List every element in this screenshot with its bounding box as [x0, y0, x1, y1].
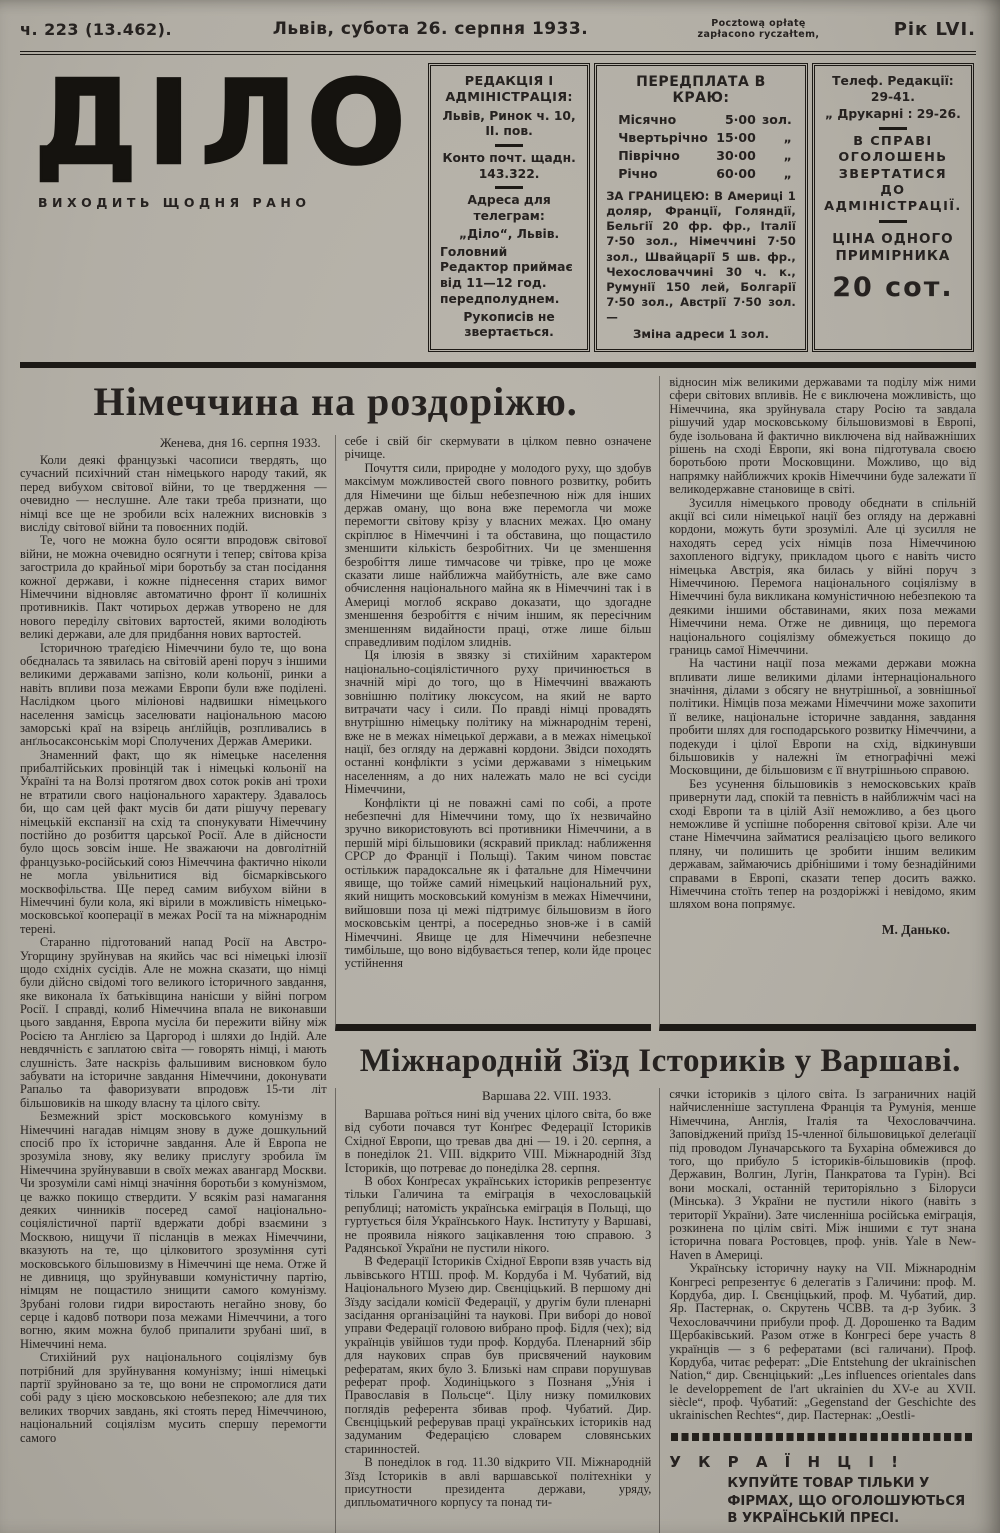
edition-date: Львів, субота 26. серпня 1933. — [272, 19, 589, 40]
mini-rule — [495, 186, 523, 189]
subscription-abroad: ЗА ГРАНИЦЕЮ: В Америці 1 доляр, Франції, Голяндії, Бельгії 20 фр. фр., Італії 7·50 зол., Німеччині 7·50 зол., Швайцарії 5 шв. фр., Чехословаччині 30 ч. к., Румунії 150 лей, Болгарії 7·50 зол., Австрії 7·50 зол.— — [606, 189, 796, 324]
paragraph: Адреса для телеграм: — [467, 193, 551, 224]
paragraph: Телеф. Редакції: 29-41. — [832, 73, 954, 104]
subscription-title: ПЕРЕДПЛАТА В КРАЮ: — [636, 73, 766, 106]
article1-column-3-text — [669, 376, 976, 912]
paragraph: Історичною траґедією Німеччини було те, що вона обєдналась та зявилась на світовій арені поруч з іншими великими державами запізно, коли кольонії, ринки а навіть впливи поза межами Европи були вже поділені. Наслідком цього міліонові надвишки німецького населення замісць заселювати національною масою заморські краї на взірець анґлійців, розпливались в анґльосаксонськім морі Сполучених Держав Америки. — [20, 640, 327, 749]
ad-body: КУПУЙТЕ ТОВАР ТІЛЬКИ У ФІРМАХ, ЩО ОГОЛОШУЮТЬСЯ В УКРАЇНСЬКІЙ ПРЕСІ. — [727, 1475, 966, 1527]
paragraph: Те, чого не можна було осягти впродовж світової війни, не можна очевидно осягнути і тепер; світова кріза загострила до крайньої міри боротьбу за стан посідання кожної держави, і кожне піднесення старих вимог Німеччини відновляє автоматично фронт її колишніх противників. Пакт чотирьох держав утворено не для нового переділу світових вартостей, якими володіють великі держави, але для придбання нових вартостей. — [20, 533, 327, 642]
paragraph: Конфлікти ці не поважні самі по собі, а проте небезпечні для Німеччини тому, що їх незвичайно зручно використовують всі противники Німеччини, а в першій мірі більшовики (яскравий приклад: наближення СРСР до Франції і Польщі). Таким чином повстає остількиж парадоксальне як і фатальне для Німеччини явище, що тойже самий німецький національний рух, який нищить московський комунізм в межах Німеччини, вийшовши поза ці межі підтримує більшовизм в його московськім центрі, а посередньо знов-же і в самій Німеччині. Явище це для Німеччини небезпечне тимбільше, що воно відбувається тепер, коли йде процес устійнення — [344, 795, 652, 971]
rate-row: Піврічно 30·00 „ — [618, 148, 792, 164]
article2-column-2-text — [669, 1088, 976, 1423]
paragraph: сячки істориків з цілого світа. Із заграничних націй найчисленніше заступлена Франція та Румунія, менше Німеччина, Англія, Італія та Чехословаччина. Заповіджений приїзд 15-членної більшовицької делеґації під проводом Луначарського та Бухаріна обмежився до того, що прибуло 5 істориків-більшовиків (проф. Державин, Волгин, Лугін, Панкратова та Гурін). Всі вони москалі, останній територіяльно з Білоруси (Мінська). З України не пустили нікого (навіть з території України). Зате численніша російська еміграція, розкинена по цілім світі. Між іншими є тут знана історична повага Ростовцев, проф. унів. Yale в New-Haven в Америці. — [669, 1088, 976, 1262]
paragraph: В Федерації Істориків Східної Европи взяв участь від львівського НТШ. проф. М. Кордуба і М. Чубатий, від Національного Музею дир. Свєнціцький. В першому дні Зїзду засідали комісії Федерації, у другім були пленарні засідання організаційні та наукові. При виборі до нової управи Федерації головою вибрано проф. Бідля (чех); від українців увійшов туди проф. Кордуба. Пленарний збір для наукових справ був присвячений науковим рефератам, яких було 3. Близькі нам справи порушував реферат проф. Ходиніцького з Познаня „Унія і Православія в Польсце“. Цілу низку помилкових поглядів референта збивав проф. Чубатий. Дир. Свєнціцький реферував праці українських істориків над задуманим Федерацією словарем словянських старинностей. — [344, 1254, 652, 1456]
paragraph: Українську історичну науку на VII. Міжнароднім Конгресі репрезентує 6 делегатів з Галичини: проф. М. Кордуба, дир. І. Свєнціцький, проф. М. Чубатий, дир. Яр. Пастернак, о. Скрутень ЧСВВ. та д-р Зубик. З Чехословаччини прибули проф. Д. Дорошенко та Вадим Щербаківський. Разом отже в Конгресі бере участь 8 українців — з 6 рефератами (всі галичани). Проф. Кордуба, читає реферат: „Die Entstehung der ukrainischen Nation,“ дир. Свєнціцький: „Les influences orientales dans le developpement de l'art ukrainien du XV-e au XVII. siècle“, проф. Чубатий: „Gegenstand der Geschichte des ukrainischen Rechtes“, дир. Пастернак: „Oestli- — [669, 1261, 976, 1423]
paragraph: Рукописів не звертається. — [463, 309, 555, 340]
article1-title: Німеччина на роздоріжю. — [93, 379, 578, 425]
subscription-box — [594, 63, 808, 352]
article2-column-2 — [659, 1088, 976, 1533]
paragraph: Львів, Ринок ч. 10, ІІ. пов. — [442, 108, 576, 139]
ad-heading: У К Р А Ї Н Ц І ! — [669, 1452, 905, 1471]
paragraph: Коли деякі французькі часописи твердять, що сучасний психічний стан німецького народу такий, як перед вибухом світової війни, то це твердження — очевидно — неслушне. Але таки треба признати, що німці все ще не зробили всіх належних висновків з висліду світової війни та повоєнних подій. — [20, 453, 327, 535]
paragraph: В СПРАВІ ОГОЛОШЕНЬ ЗВЕРТАТИСЯ ДО АДМІНІСТРАЦІЇ. — [824, 133, 962, 215]
rate-row: Місячно 5·00 зол. — [618, 111, 792, 127]
paragraph: „Діло“, Львів. — [459, 226, 560, 241]
postal-line-1: Pocztową opłatę — [711, 18, 806, 29]
article1-author-signature: М. Данько. — [881, 921, 950, 937]
subscription-rates — [606, 111, 796, 184]
paragraph: В понеділок в год. 11.30 відкрито VII. Міжнародній Зїзд Істориків в авлі варшавської політехніки у присутности президента держави, уряду, дипльоматичного корпусу та понад ти- — [344, 1455, 652, 1510]
top-header — [20, 18, 976, 41]
paragraph: Старанно підготований напад Росії на Австро-Угорщину зруйнував на якийсь час всі німецькі ілюзії щодо східніх сусідів. Але не можна сказати, що німці були дійсно свідомі того великого історичного завдання, яке виконала їх батьківщина нанісши у війні погром Росії. І справді, колиб Німеччина впала не виконавши цього завдання, Европа мусіла би пережити війну між Росією та Англією за Царгород і шляхи до Індій. Але невдячність є заплатою світа — говорять німці, і мають слушність. Зате наскрізь фальшивим висновком було забувати на історичне завдання Німеччини, доконувати Рапальо та фаворизувати впродовж 15-ти літ більшовиків на шкоду власну та цілого світу. — [20, 935, 327, 1110]
article2-column-1-text — [345, 1108, 652, 1510]
volume-year: Рік LVI. — [893, 18, 976, 40]
paragraph: Знаменний факт, що як німецьке населення прибалтійських провінцій так і німецькі кольонії на Україні та на Волзі протягом двох соток років ані трохи не втратили свого національного характеру. Здавалось би, що сам цей факт мусів би дати рішучу перевагу німецькій експанзії на схід та спонукувати Німеччину постійно до розбиття царської Росії. Але в дійсности було щось зовсім інше. Не зважаючи на довголітній французько-російський союз Німеччина фактично ніколи не могла увільнитися від бісмарківського москвофільства. Ще перед самим вибухом війни в Німеччині були кола, які вірили в можливість німецько-московської кооперації в межах Росії та на міжнароднім терені. — [20, 747, 327, 936]
paragraph: Без усунення більшовиків з немосковських країв привернути лад, спокій та певність в найближчім часі на сході Европи та в цілій Азії неможливо, а без цього неможливе й успішне поборення світової крізи. Але чи стане Німеччина займатися реалізацією цього великого пляну, чи полишить це зробити іншим великим державам, займаючись дрібнішими і тому безнадійними справами в Европі, сказати тепер досить важко. Німеччина стоїть тепер на роздоріжжі і невідомо, яким шляхом вона попрямує. — [669, 776, 976, 912]
paragraph: Стихійний рух національного соціялізму був потрібний для зруйнування комунізму; інші німецькі партії зруйновано за те, що вони не спромоглися дати собі раду з цією московською небезпекою; але для тих великих творчих завдань, які стоять перед Німеччиною, національний соціялізм мусить спершу перемогти самого — [20, 1350, 327, 1445]
article1-dateline: Женева, дня 16. серпня 1933. — [160, 435, 321, 451]
office-address-box — [428, 63, 590, 352]
paragraph: „ Друкарні : 29-26. — [825, 107, 961, 122]
masthead — [20, 51, 976, 368]
paragraph: РЕДАКЦІЯ І АДМІНІСТРАЦІЯ: — [445, 73, 573, 106]
article2-title: Міжнародній Зїзд Істориків у Варшаві. — [359, 1043, 961, 1080]
diamond-rule-top — [671, 1433, 974, 1441]
address-change-note: Зміна адреси 1 зол. — [633, 326, 769, 341]
article1-column-2 — [335, 435, 652, 1031]
mini-rule — [879, 220, 907, 223]
issue-number: ч. 223 (13.462). — [20, 19, 173, 39]
mini-rule — [495, 144, 523, 147]
paragraph: відносин між великими державами та поділу між ними сфери світових впливів. Не є виключена можливість, що Німеччина, яка зруйнувала стару Росію та завдала рішучий удар московському більшовизмові в Европі, буде ізольована й фактично виключена від найважніших рішень на сході Европи, які вона підготувала своєю боротьбою проти Московщини. Можливо, що від напрямку найближчих кроків Німеччини буде залежати її великодержавне становище в світі. — [669, 376, 976, 497]
article1-column-3 — [659, 376, 976, 1031]
newspaper-logo: ДІЛО — [34, 55, 416, 191]
article1-column-1-text — [20, 454, 327, 1445]
page-body — [20, 376, 976, 1533]
paragraph: себе і свій біг скермувати в цілком певно означене річище. — [344, 435, 652, 462]
logo-block — [22, 55, 424, 352]
paragraph: ЦІНА ОДНОГО ПРИМІРНИКА — [832, 230, 954, 265]
paragraph: В обох Конґресах українських істориків репрезентує тільки Галичина та еміграція в чехословацькій републиці; натомість українська еміграція в Польщі, що гуртується біля Українського Наук. Інституту у Варшаві, не проявила ніякого зацікавлення тою справою. З Радянської України не пустили нікого. — [344, 1174, 652, 1255]
paragraph: Почуття сили, природне у молодого руху, що здобув максімум можливостей свого повного розвитку, робить для Німечини ще більш небезпечною ніж для інших держав оману, що вона вже перемогла чи може перемогти світову крізу у власних межах. Цю оману скріплює в Німеччині і та обставина, що пощастило зменшити кількість безробітних. Чи це зменшення безробіття лише тимчасове чи трівке, про це може сказати лише найближча майбутність, але вже само обчислення національного майна як в Німеччині так і в Америці моглоб яскраво доказати, що здогадне зменшення безробіття є нічим іншим, як пересічним зменшенням видайности праці, отже лише більш справедливим поділом злиднів. — [344, 460, 652, 649]
paragraph: Ця ілюзія в звязку зі стихійним характером національно-соціялістичного руху причинюється в значній мірі до того, що в Німеччині вважають зовнішню політику люксусом, на який не варто витрачати часу і сили. По правді німці провадять внутрішню німецьку політику на міжнароднім терені, вже не в межах німецької держави, а в межах німецької нації, без огляду на державні кордони. Звідси походять останні конфлікти з усіми державами з німецьким населенням, а до них належать мало не всі сусіди Німеччини, — [344, 648, 652, 797]
paragraph: На частини нації поза межами держави можна впливати лише великими ділами інтернаціонального значіння, ділами з обсягу не внутрішньої, а зовнішньої політики. Німців поза межами Німеччини може захопити її велике, національне історичне завдання, завдання пробити шлях для господарського розвитку Німеччини, а подекуди і цілої Европи на схід, відкинувши більшовиків у належні їм етнографічні межі Московщини, де більшовизм є її внутрішньою справою. — [669, 656, 976, 778]
article2-column-1 — [335, 1088, 652, 1533]
ukrainians-ad — [669, 1453, 976, 1528]
paragraph: 20 сот. — [832, 272, 954, 304]
article1-column-1 — [20, 435, 327, 1533]
article2-dateline: Варшава 22. VIII. 1933. — [481, 1088, 612, 1104]
rate-row: Чвертьрічно 15·00 „ — [618, 129, 792, 145]
postal-line-2: zapłacono ryczałtem, — [697, 29, 820, 41]
paragraph: Зусилля німецького проводу обєднати в спільній акції всі сили німецької нації без огляду на державні кордони, можуть бути зрозумілі. Але ці зусилля не находять серед усіх німців поза Німеччиною захопленого відгуку, прикладом цього є навіть чисто німецька Австрія, яка билась у війні поруч з Німеччиною. Перемога національного соціялізму в Німеччині була викликана комуністичною небезпекою та деякими іншими обставинами, яких поза межами Німеччини нема. Отже не дивниця, що перемога національного соціялізму обмежується покищо до границь самої Німеччини. — [669, 495, 976, 657]
paragraph: Головний Редактор приймає від 11—12 год. передполуднем. — [440, 244, 573, 306]
paragraph: Безмежний зріст московського комунізму в Німеччині нагадав німцям знову в дуже дошкульний спосіб про їх історичне завдання. Але й Европа не зрозуміла знову, яку велику прислугу зробила їм Німеччина зруйнувавши в своїх межах авангард Москви. Чи зрозуміли самі німці значіння боротьби з комунізмом, це важко покищо ствердити. У всякім разі намагання деяких чинників посеред самої національно-соціялістичної партії вдержати добрі взаємини з Москвою, нищучи її післанців в межах Німеччини, вказують на те, що цілковитого зрозуміння суті московського більшовизму в Німеччині ще нема. Отже й не дивниця, що зруйнувавши комуністичну партію, німцям не пощастило знищити самого комунізму. Зрубані голови гидри виростають негайно знову, бо серце і кадовб потвори поза межами Німеччини, а того вогню, яким можна булоб припалити зрубані шиї, в Німеччині нема. — [20, 1109, 327, 1351]
article1-column-2-text — [345, 435, 652, 971]
paragraph: Конто почт. щадн. 143.322. — [442, 151, 576, 181]
masthead-tagline: ВИХОДИТЬ ЩОДНЯ РАНО — [38, 194, 311, 210]
rate-row: Річно 60·00 „ — [618, 166, 792, 182]
mini-rule — [879, 127, 907, 130]
paragraph: Варшава роїться нині від учених цілого світа, бо вже від суботи почався тут Конґрес Федерації Істориків Східної Европи, що тревав два дні — 19. і 20. серпня, а в понеділок 21. VIII. відкрито VIII. Міжнародній Зїзд Істориків, що потреває до понеділка 28. серпня. — [344, 1107, 652, 1175]
postal-note — [651, 18, 866, 41]
phones-price-box — [812, 63, 974, 352]
